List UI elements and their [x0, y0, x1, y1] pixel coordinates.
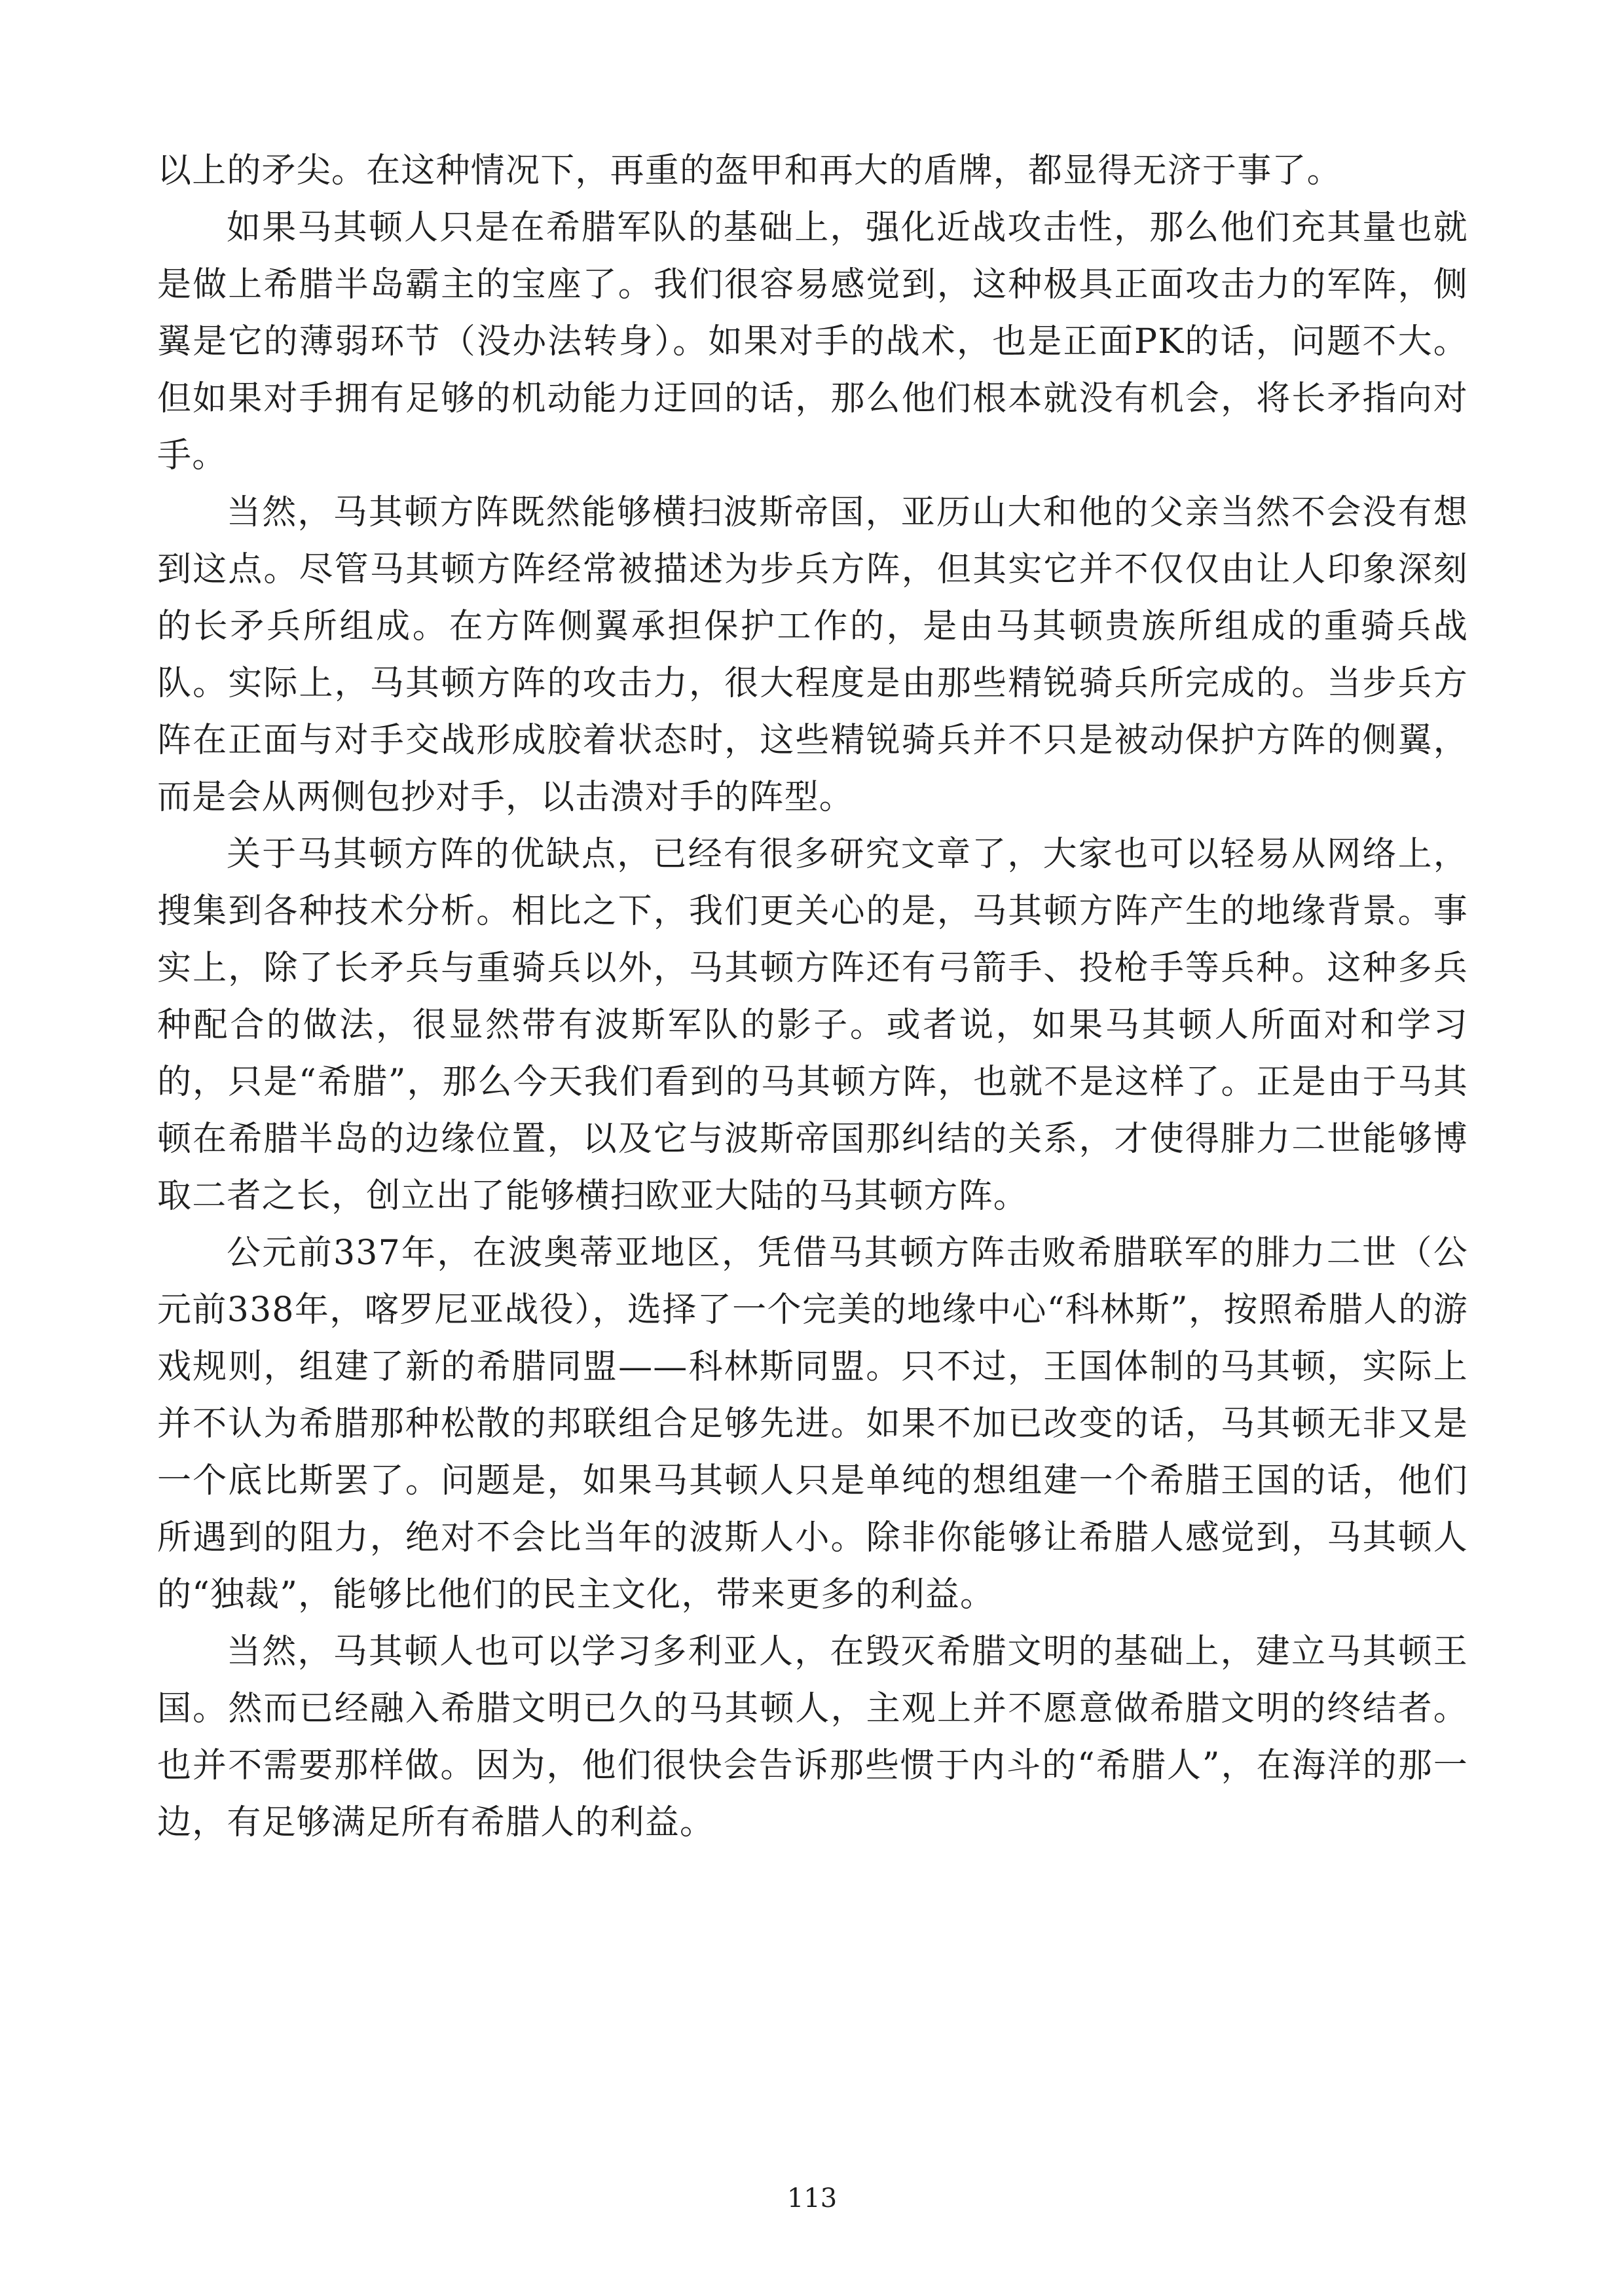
paragraph: 关于马其顿方阵的优缺点，已经有很多研究文章了，大家也可以轻易从网络上，搜集到各种技术分析。相比之下，我们更关心的是，马其顿方阵产生的地缘背景。事实上，除了长矛兵与重骑兵以外，马其顿方阵还有弓箭手、投枪手等兵种。这种多兵种配合的做法，很显然带有波斯军队的影子。或者说，如果马其顿人所面对和学习的，只是“希腊”，那么今天我们看到的马其顿方阵，也就不是这样了。正是由于马其顿在希腊半岛的边缘位置，以及它与波斯帝国那纠结的关系，才使得腓力二世能够博取二者之长，创立出了能够横扫欧亚大陆的马其顿方阵。	[157, 835, 1468, 1216]
paragraph: 当然，马其顿人也可以学习多利亚人，在毁灭希腊文明的基础上，建立马其顿王国。然而已经融入希腊文明已久的马其顿人，主观上并不愿意做希腊文明的终结者。也并不需要那样做。因为，他们很快会告诉那些惯于内斗的“希腊人”，在海洋的那一边，有足够满足所有希腊人的利益。	[157, 1632, 1468, 1842]
body-text	[157, 143, 1468, 1851]
paragraph: 当然，马其顿方阵既然能够横扫波斯帝国，亚历山大和他的父亲当然不会没有想到这点。尽管马其顿方阵经常被描述为步兵方阵，但其实它并不仅仅由让人印象深刻的长矛兵所组成。在方阵侧翼承担保护工作的，是由马其顿贵族所组成的重骑兵战队。实际上，马其顿方阵的攻击力，很大程度是由那些精锐骑兵所完成的。当步兵方阵在正面与对手交战形成胶着状态时，这些精锐骑兵并不只是被动保护方阵的侧翼，而是会从两侧包抄对手，以击溃对手的阵型。	[157, 493, 1468, 817]
paragraph: 如果马其顿人只是在希腊军队的基础上，强化近战攻击性，那么他们充其量也就是做上希腊半岛霸主的宝座了。我们很容易感觉到，这种极具正面攻击力的军阵，侧翼是它的薄弱环节（没办法转身）。如果对手的战术，也是正面PK的话，问题不大。但如果对手拥有足够的机动能力迂回的话，那么他们根本就没有机会，将长矛指向对手。	[157, 208, 1468, 475]
paragraph: 公元前337年，在波奥蒂亚地区，凭借马其顿方阵击败希腊联军的腓力二世（公元前338年，喀罗尼亚战役），选择了一个完美的地缘中心“科林斯”，按照希腊人的游戏规则，组建了新的希腊同盟——科林斯同盟。只不过，王国体制的马其顿，实际上并不认为希腊那种松散的邦联组合足够先进。如果不加已改变的话，马其顿无非又是一个底比斯罢了。问题是，如果马其顿人只是单纯的想组建一个希腊王国的话，他们所遇到的阻力，绝对不会比当年的波斯人小。除非你能够让希腊人感觉到，马其顿人的“独裁”，能够比他们的民主文化，带来更多的利益。	[157, 1233, 1468, 1614]
page-number: 113	[786, 2183, 838, 2214]
paragraph-continuation: 以上的矛尖。在这种情况下，再重的盔甲和再大的盾牌，都显得无济于事了。	[157, 151, 1342, 191]
